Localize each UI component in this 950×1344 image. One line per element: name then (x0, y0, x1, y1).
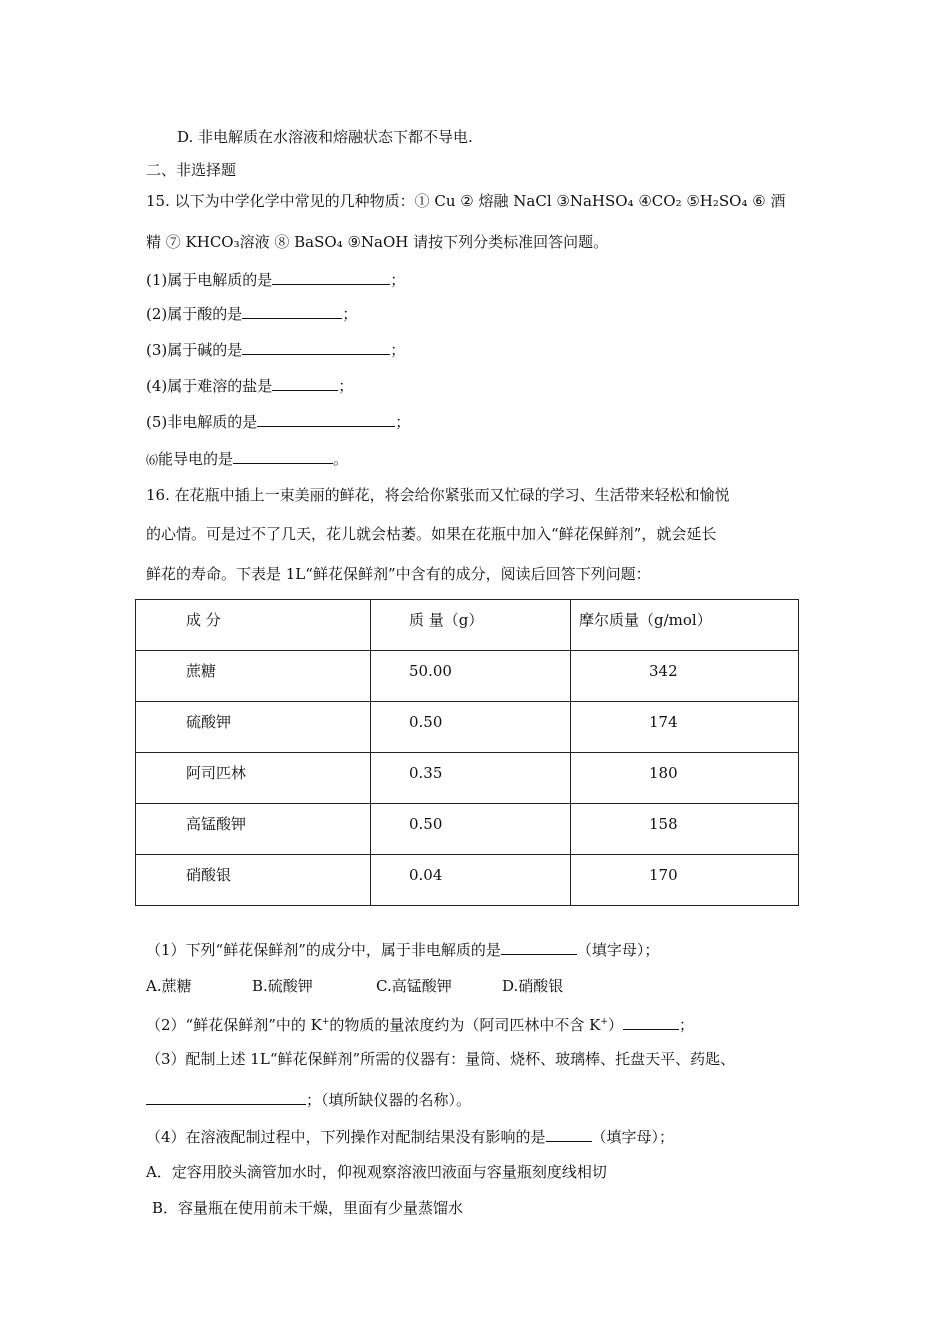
superscript-plus: + (321, 1017, 330, 1027)
q15-sub-end: ； (342, 305, 358, 323)
q15-sub-end: 。 (333, 450, 349, 468)
table-row (136, 855, 799, 906)
q16-sub-1 (146, 940, 659, 960)
q15-sub-end: ； (390, 271, 406, 289)
table-header-row (136, 600, 799, 651)
q14-option-d: D. 非电解质在水溶液和熔融状态下都不导电. (177, 128, 473, 146)
q16-sub4-option-a: A．定容用胶头滴管加水时，仰视观察溶液凹液面与容量瓶刻度线相切 (146, 1163, 607, 1181)
q15-sub-end: ； (395, 413, 411, 431)
q16-sub1-text: （1）下列“鲜花保鲜剂”的成分中，属于非电解质的是 (146, 941, 501, 959)
q15-sub-label: (2)属于酸的是 (146, 305, 243, 323)
q16-sub2-end: ； (678, 1016, 694, 1034)
answer-blank[interactable] (242, 304, 342, 319)
table-cell: 硫酸钾 (136, 702, 371, 753)
q15-sub-label: (4)属于难溶的盐是 (146, 377, 273, 395)
table-cell: 硝酸银 (136, 855, 371, 906)
q15-sub-5 (146, 412, 410, 432)
option-c[interactable]: C.高锰酸钾 (376, 977, 452, 995)
answer-blank[interactable] (272, 270, 390, 285)
table-cell: 0.50 (371, 702, 571, 753)
q16-stem-line1: 16. 在花瓶中插上一束美丽的鲜花，将会给你紧张而又忙碌的学习、生活带来轻松和愉悦 (146, 486, 730, 504)
answer-blank[interactable] (257, 412, 395, 427)
q15-sub-4 (146, 376, 353, 396)
q16-sub1-end: （填字母）； (576, 941, 660, 959)
answer-blank[interactable] (501, 940, 577, 955)
table-cell: 50.00 (371, 651, 571, 702)
table-cell: 158 (571, 804, 799, 855)
table-row (136, 651, 799, 702)
option-d[interactable]: D.硝酸银 (502, 977, 564, 995)
superscript-plus: + (600, 1017, 608, 1027)
q16-sub3-end: ；（填所缺仪器的名称）。 (306, 1091, 472, 1109)
q15-stem-line2: 精 ⑦ KHCO₃溶液 ⑧ BaSO₄ ⑨NaOH 请按下列分类标准回答问题。 (146, 233, 609, 251)
q16-sub4-text: （4）在溶液配制过程中，下列操作对配制结果没有影响的是 (146, 1128, 546, 1146)
table-cell: 0.04 (371, 855, 571, 906)
answer-blank[interactable] (233, 449, 333, 464)
ingredients-table (135, 599, 799, 906)
option-b[interactable]: B.硫酸钾 (252, 977, 313, 995)
answer-blank[interactable] (546, 1127, 592, 1142)
table-row (136, 753, 799, 804)
q16-stem-line3: 鲜花的寿命。下表是 1L“鲜花保鲜剂”中含有的成分，阅读后回答下列问题： (146, 565, 651, 583)
q16-sub1-options (146, 976, 563, 996)
q16-stem-line2: 的心情。可是过不了几天，花儿就会枯萎。如果在花瓶中加入“鲜花保鲜剂”，就会延长 (146, 525, 717, 543)
table-header-cell: 摩尔质量（g/mol） (571, 600, 799, 651)
answer-blank[interactable] (623, 1015, 679, 1030)
q15-stem-line1: 15. 以下为中学化学中常见的几种物质：① Cu ② 熔融 NaCl ③NaHSO₄ ④CO₂ ⑤H₂SO₄ ⑥ 酒 (146, 192, 786, 210)
q15-sub-end: ； (390, 341, 406, 359)
table-cell: 高锰酸钾 (136, 804, 371, 855)
table-cell: 蔗糖 (136, 651, 371, 702)
answer-blank[interactable] (272, 376, 338, 391)
q15-sub-num: ⑹ (146, 453, 159, 467)
q16-sub4-end: （填字母）； (591, 1128, 675, 1146)
table-cell: 0.50 (371, 804, 571, 855)
q16-sub-3-line2 (146, 1090, 471, 1110)
q16-sub2-text-c: ） (607, 1016, 623, 1034)
q15-sub-6 (146, 449, 348, 470)
q15-sub-label: (5)非电解质的是 (146, 413, 258, 431)
table-header-cell: 质 量（g） (371, 600, 571, 651)
q16-sub2-text-b: 的物质的量浓度约为（阿司匹林中不含 K (329, 1016, 601, 1034)
q15-sub-label: (3)属于碱的是 (146, 341, 243, 359)
table-cell: 180 (571, 753, 799, 804)
q16-sub-4 (146, 1127, 674, 1147)
table-cell: 0.35 (371, 753, 571, 804)
option-a[interactable]: A.蔗糖 (146, 977, 192, 995)
q15-sub-3 (146, 340, 405, 360)
q15-sub-1 (146, 270, 405, 290)
q16-sub4-option-b: B．容量瓶在使用前未干燥，里面有少量蒸馏水 (152, 1199, 464, 1217)
q15-sub-2 (146, 304, 357, 324)
table-cell: 170 (571, 855, 799, 906)
answer-blank[interactable] (146, 1090, 306, 1105)
table-header-cell: 成 分 (136, 600, 371, 651)
table-row (136, 804, 799, 855)
q15-sub-label: 能导电的是 (158, 450, 234, 468)
q16-sub-3-line1: （3）配制上述 1L“鲜花保鲜剂”所需的仪器有：量筒、烧杯、玻璃棒、托盘天平、药匙、 (146, 1050, 736, 1068)
q16-sub-2 (146, 1012, 694, 1035)
section-title: 二、非选择题 (146, 161, 237, 179)
answer-blank[interactable] (242, 340, 390, 355)
table-cell: 174 (571, 702, 799, 753)
q15-sub-label: (1)属于电解质的是 (146, 271, 273, 289)
q15-sub-end: ； (338, 377, 354, 395)
table-cell: 342 (571, 651, 799, 702)
table-row (136, 702, 799, 753)
table-cell: 阿司匹林 (136, 753, 371, 804)
q16-sub2-text-a: （2）“鲜花保鲜剂”中的 K (146, 1016, 322, 1034)
